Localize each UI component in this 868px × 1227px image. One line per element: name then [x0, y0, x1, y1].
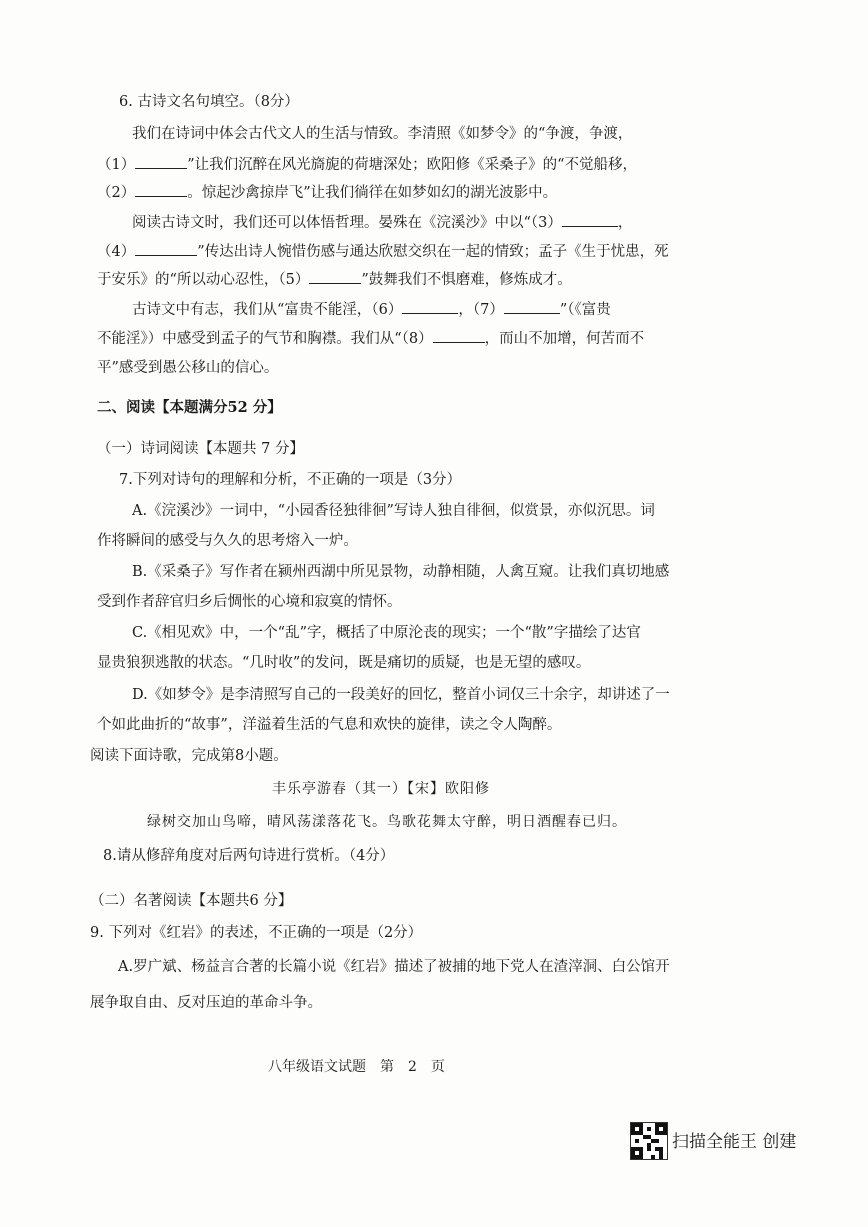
q6-para3-line2: 不能淫》）中感受到孟子的气节和胸襟。我们从“（8） ，而山不加增，何苦而不 [97, 328, 644, 349]
q7-option-a-line2: 作将瞬间的感受与久久的思考熔入一炉。 [97, 533, 358, 549]
q9-stem: 9. 下列对《红岩》的表述，不正确的一项是（2分） [90, 925, 423, 941]
q9-option-a-line2: 展争取自由、反对压迫的革命斗争。 [90, 995, 322, 1011]
answer-blank-5 [309, 269, 361, 284]
q7-option-a-line1: A.《浣溪沙》一词中，“小园香径独徘徊”写诗人独自徘徊，似赏景，亦似沉思。词 [132, 503, 655, 519]
subsection-2-heading: （二）名著阅读【本题共6 分】 [90, 893, 293, 909]
q6-para3-line3: 平”感受到愚公移山的信心。 [97, 360, 279, 376]
q8-stem: 8.请从修辞角度对后两句诗进行赏析。（4分） [103, 848, 395, 864]
q6-para2-line3: 于安乐》的“所以动心忍性，（5） ”鼓舞我们不惧磨难，修炼成才。 [97, 269, 572, 290]
answer-blank-6 [402, 299, 458, 314]
answer-blank-2 [135, 182, 187, 197]
poem-text: 绿树交加山鸟啼，晴风荡漾落花飞。鸟歌花舞太守醉，明日酒醒春已归。 [147, 814, 627, 830]
q7-option-d-line2: 个如此曲折的“故事”，洋溢着生活的气息和欢快的旋律，读之令人陶醉。 [97, 717, 562, 733]
answer-blank-7 [504, 299, 560, 314]
read-instruction-q8: 阅读下面诗歌，完成第8小题。 [90, 748, 288, 764]
q6-para1-line1: 我们在诗词中体会古代文人的生活与情致。李清照《如梦令》的“争渡，争渡， [132, 126, 633, 142]
qr-code-icon [630, 1122, 668, 1160]
q6-para1-line2: （1） ”让我们沉醉在风光旖旎的荷塘深处；欧阳修《采桑子》的“不觉船移， [97, 154, 637, 175]
answer-blank-3 [562, 212, 618, 227]
q6-para2-line1: 阅读古诗文时，我们还可以体悟哲理。晏殊在《浣溪沙》中以“（3） ， [132, 212, 632, 233]
scanner-watermark: 扫描全能王 创建 [672, 1132, 797, 1152]
q7-option-b-line1: B.《采桑子》写作者在颍州西湖中所见景物，动静相随，人禽互窥。让我们真切地感 [132, 564, 670, 580]
q6-para3-line1: 古诗文中有志，我们从“富贵不能淫，（6） ，（7） ”（《富贵 [132, 299, 611, 320]
answer-blank-4 [135, 241, 197, 256]
answer-blank-8 [433, 328, 485, 343]
answer-blank-1 [135, 154, 187, 169]
q7-option-b-line2: 受到作者辞官归乡后惆怅的心境和寂寞的情怀。 [97, 594, 402, 610]
q6-para1-line3: （2） 。惊起沙禽掠岸飞”让我们徜徉在如梦如幻的湖光波影中。 [97, 182, 557, 203]
poem-title: 丰乐亭游春（其一）【宋】欧阳修 [272, 781, 490, 797]
q7-stem: 7.下列对诗句的理解和分析，不正确的一项是（3分） [119, 472, 462, 488]
page-footer: 八年级语文试题 第 2 页 [268, 1059, 445, 1075]
q9-option-a-line1: A.罗广斌、杨益言合著的长篇小说《红岩》描述了被捕的地下党人在渣滓洞、白公馆开 [118, 959, 670, 975]
subsection-1-heading: （一）诗词阅读【本题共 7 分】 [97, 441, 304, 457]
q6-para2-line2: （4） ”传达出诗人惋惜伤感与通达欣慰交织在一起的情致；孟子《生于忧患，死 [97, 241, 669, 262]
section-2-heading: 二、阅读【本题满分52 分】 [97, 399, 282, 416]
q7-option-c-line1: C.《相见欢》中，一个“乱”字，概括了中原沦丧的现实；一个“散”字描绘了达官 [132, 625, 641, 641]
q6-title: 6. 古诗文名句填空。（8分） [119, 94, 299, 110]
q7-option-c-line2: 显贵狼狈逃散的状态。“几时收”的发问，既是痛切的质疑，也是无望的感叹。 [97, 655, 591, 671]
q7-option-d-line1: D.《如梦令》是李清照写自己的一段美好的回忆，整首小词仅三十余字，却讲述了一 [132, 687, 670, 703]
